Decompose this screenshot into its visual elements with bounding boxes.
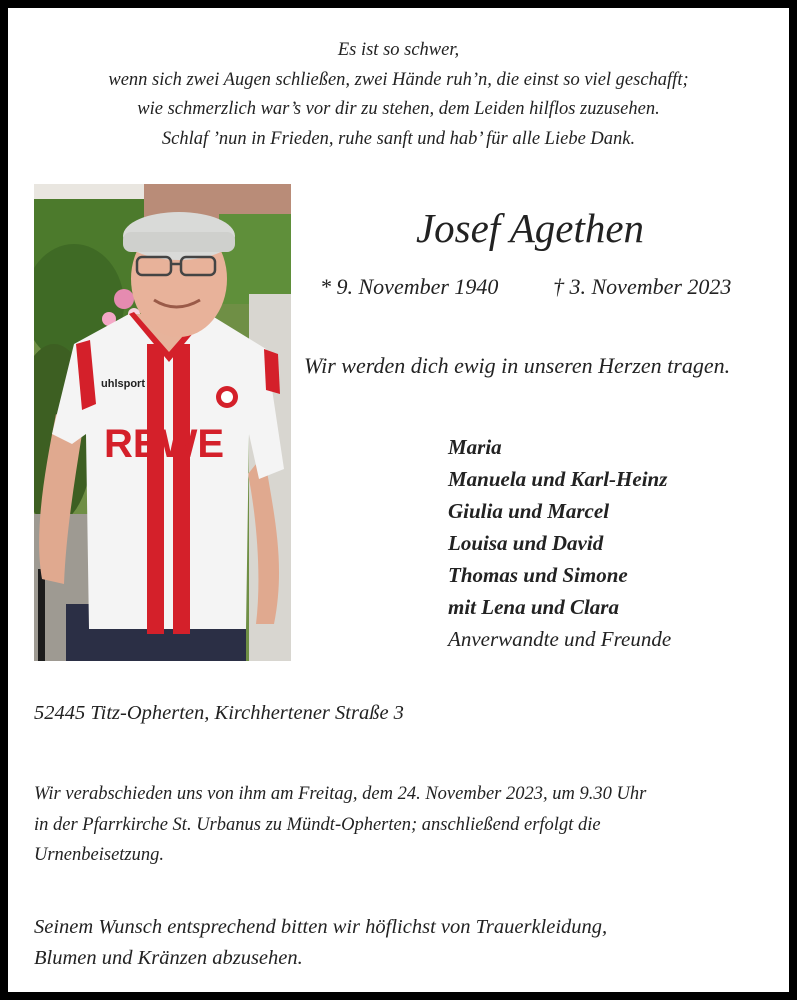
address: 52445 Titz-Opherten, Kirchhertener Straße 3 — [34, 702, 404, 724]
shirt-sponsor: REWE — [104, 422, 224, 466]
life-dates — [320, 274, 732, 300]
obituary-card — [8, 8, 789, 992]
poem-line: Schlaf ’nun in Frieden, ruhe sanft und hab’ für alle Liebe Dank. — [161, 128, 636, 149]
funeral-service-text — [34, 779, 646, 871]
family-member: mit Lena und Clara — [448, 595, 619, 619]
portrait-photo — [34, 184, 291, 661]
service-line: in der Pfarrkirche St. Urbanus zu Mündt-Opherten; anschließend erfolgt die — [34, 814, 601, 835]
poem-line: wie schmerzlich war’s vor dir zu stehen, dem Leiden hilflos zuzusehen. — [137, 99, 660, 119]
wish-text — [34, 912, 607, 974]
wish-line: Seinem Wunsch entsprechend bitten wir höflichst von Trauerkleidung, — [34, 916, 608, 938]
service-line: Urnenbeisetzung. — [34, 845, 164, 865]
birth-date: * 9. November 1940 — [320, 274, 499, 299]
service-line: Wir verabschieden uns von ihm am Freitag, dem 24. November 2023, um 9.30 Uhr — [34, 784, 647, 804]
motto: Wir werden dich ewig in unseren Herzen tragen. — [304, 353, 731, 378]
poem — [8, 36, 789, 154]
wish-line: Blumen und Kränzen abzusehen. — [34, 947, 303, 969]
deceased-name: Josef Agethen — [415, 205, 645, 251]
poem-line: wenn sich zwei Augen schließen, zwei Hände ruh’n, die einst so viel geschafft; — [108, 69, 689, 90]
family-member: Maria — [448, 435, 502, 459]
family-list — [448, 431, 671, 655]
poem-line: Es ist so schwer, — [337, 40, 460, 60]
shirt-brand: uhlsport — [101, 378, 145, 390]
family-member: Louisa und David — [448, 531, 604, 555]
family-member: Manuela und Karl-Heinz — [448, 467, 668, 491]
portrait-illustration — [34, 184, 291, 661]
family-member: Giulia und Marcel — [448, 499, 610, 523]
relatives-and-friends: Anverwandte und Freunde — [448, 627, 672, 651]
family-member: Thomas und Simone — [448, 563, 628, 587]
death-date: † 3. November 2023 — [553, 274, 732, 299]
